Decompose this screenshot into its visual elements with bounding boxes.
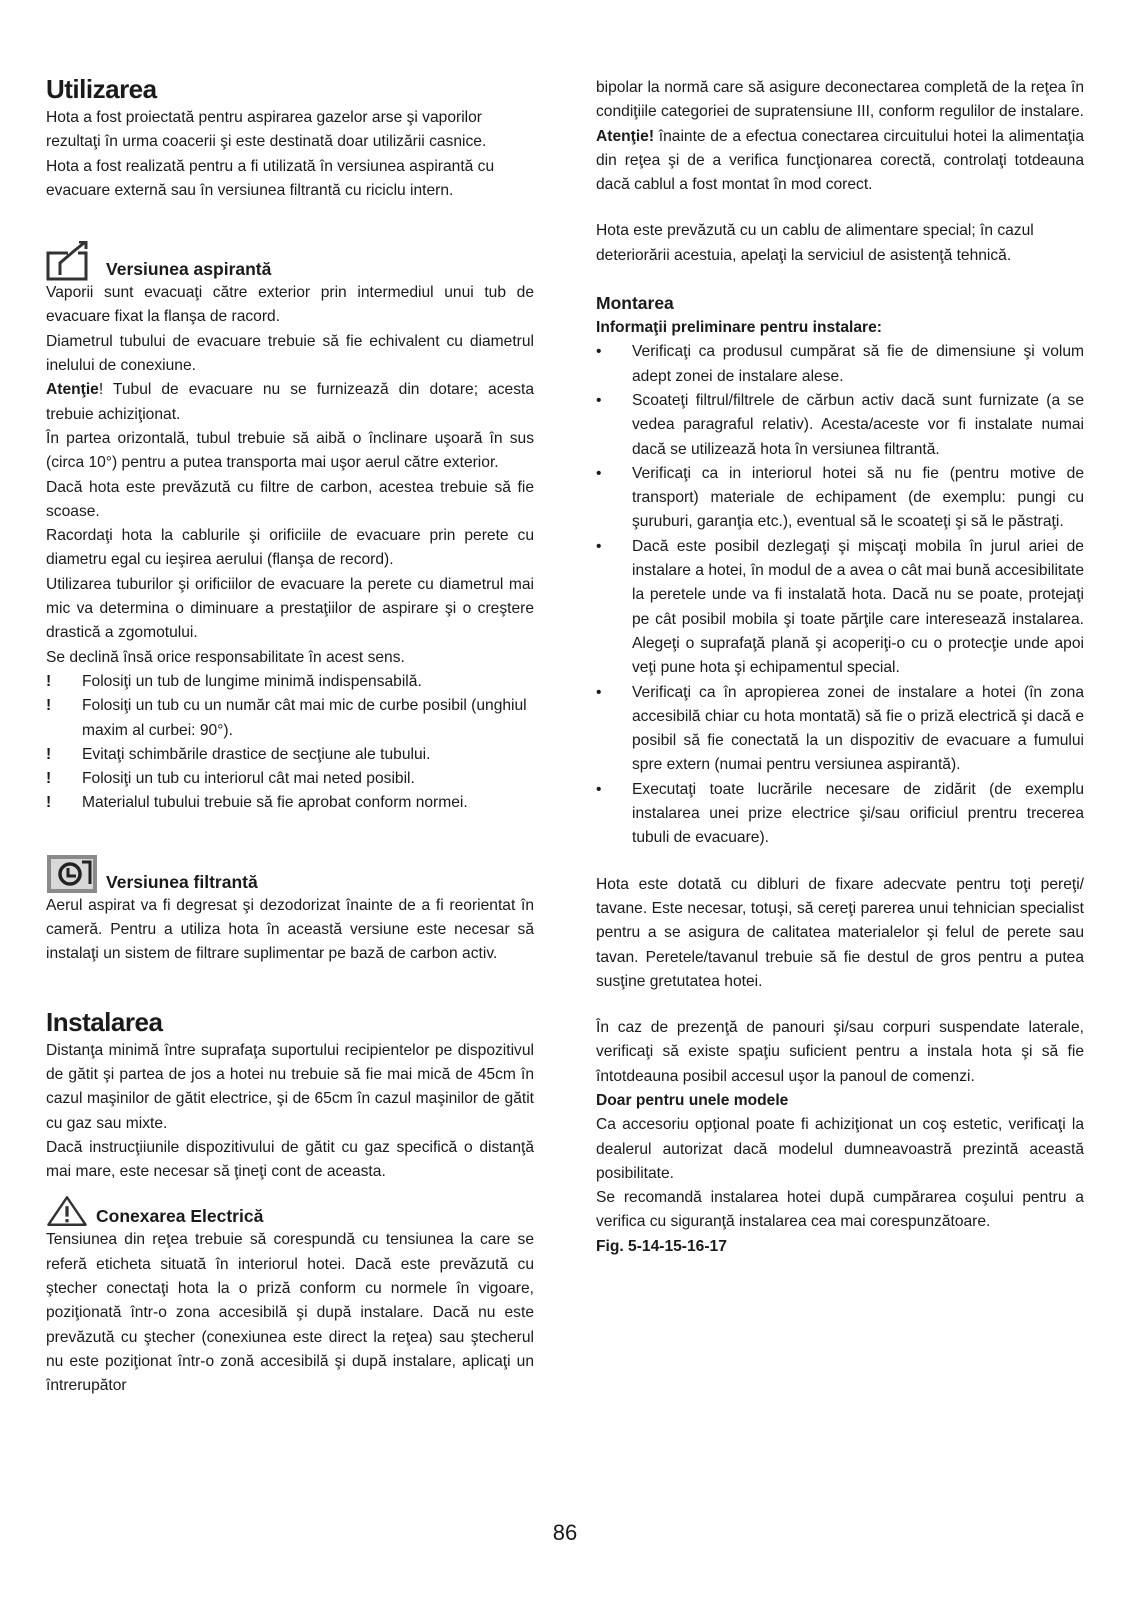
page-number: 86 [552, 1520, 578, 1545]
list-item [46, 670, 534, 694]
emphasis: Atenţie [46, 381, 99, 399]
paragraph: Dacă hota este prevăzută cu filtre de carbon, acestea trebuie să fie scoase. [46, 478, 534, 520]
exclamation-mark: ! [46, 672, 52, 690]
paragraph: Tensiunea din reţea trebuie să corespundă cu tensiunea la care se referă eticheta situată în interiorul hotei. Dacă este prevăzută cu ştecher conectaţi hota la o priză conform cu normele în vigoare, poziţionată într-o zona accesibilă şi după instalare. Dacă nu este prevăzută cu ştecher (conexiunea este direct la reţea) sau ştecherul nu este poziţionat într-o zonă accesibilă şi după instalare, aplicaţi un întrerupător [46, 1231, 534, 1395]
heading-versiunea-aspiranta [46, 241, 534, 281]
paragraph: Hota a fost realizată pentru a fi utilizată în versiunea aspirantă cu evacuare externă sau în versiunea filtrantă cu riciclu intern. [46, 157, 495, 199]
bullet: • [596, 391, 602, 409]
figure-reference: Fig. 5-14-15-16-17 [596, 1237, 727, 1255]
paragraph: Hota a fost proiectată pentru aspirarea gazelor arse şi vaporilor rezultaţi în urma coacerii şi este destinată doar utilizării casnice. [46, 109, 487, 151]
paragraph: Aerul aspirat va fi degresat şi dezodorizat înainte de a fi reorientat în cameră. Pentru a utiliza hota în această versiune este necesar să instalaţi un sistem de filtrare suplimentar pe bază de carbon activ. [46, 896, 534, 963]
list-item-text: Evitaţi schimbările drastice de secţiune ale tubului. [82, 745, 431, 763]
list-item-text: Verificaţi ca în apropierea zonei de instalare a hotei (în zona accesibilă chiar cu hota montată) să fie o priză electrică şi dacă e posibil să fie conectată la un dispozitiv de evacuare a fumului spre extern (numai pentru versiunea aspirantă). [632, 683, 1084, 774]
left-column [46, 72, 534, 1398]
list-item [596, 778, 1084, 851]
paragraph: Hota este prevăzută cu un cablu de alimentare special; în cazul deteriorării acestuia, apelaţi la serviciul de asistenţă tehnică. [596, 222, 1034, 264]
list-item [46, 743, 534, 767]
list-item [596, 389, 1084, 462]
list-item [596, 340, 1084, 389]
list-item-text: Folosiţi un tub cu un număr cât mai mic de curbe posibil (unghiul maxim al curbei: 90°). [82, 697, 527, 739]
paragraph: În caz de prezenţă de panouri şi/sau corpuri suspendate laterale, verificaţi să existe spaţiu suficient pentru a instala hota şi să fie întotdeauna posibil accesul uşor la panoul de comenzi. [596, 1019, 1084, 1085]
list-item-text: Materialul tubului trebuie să fie aprobat conform normei. [82, 794, 468, 812]
list-item-text: Folosiţi un tub de lungime minimă indispensabilă. [82, 672, 422, 690]
exclamation-mark: ! [46, 770, 52, 788]
paragraph: Ca accesoriu opţional poate fi achiziţionat un coş estetic, verificaţi la dealerul autorizat dacă modelul dumneavoastră prezintă această posibilitate. [596, 1116, 1084, 1182]
text: ! Tubul de evacuare nu se furnizează din dotare; acesta trebuie achiziţionat. [46, 381, 534, 423]
list-item [46, 694, 534, 743]
list-item-text: Verificaţi ca in interiorul hotei să nu fie (pentru motive de transport) materiale de echipament (de exemplu: pungi cu şuruburi, garanţia etc.), eventual să le scoateţi şi să le păstraţi. [632, 464, 1084, 531]
emphasis: Atenţie! [596, 127, 655, 145]
text: înainte de a efectua conectarea circuitului hotei la alimentaţia din reţea şi de a verifica funcţionarea corectă, controlaţi totdeauna dacă cablul a fost montat în mod corect. [596, 127, 1084, 194]
bullet: • [596, 343, 602, 361]
heading-versiunea-filtranta [46, 854, 534, 894]
exclamation-mark: ! [46, 794, 52, 812]
list-item [596, 681, 1084, 778]
paragraph: În partea orizontală, tubul trebuie să aibă o înclinare uşoară în sus (circa 10°) pentru a putea transporta mai uşor aerul către exterior. [46, 429, 534, 472]
section-title-instalarea: Instalarea [46, 1006, 163, 1037]
paragraph: bipolar la normă care să asigure deconectarea completă de la reţea în condiţiile categoriei de supratensiune III, conform regulilor de instalare. [596, 79, 1085, 121]
paragraph: Racordaţi hota la cablurile şi orificiile de evacuare prin perete cu diametru egal cu ieşirea aerului (flanşa de record). [46, 527, 534, 569]
paragraph: Distanţa minimă între suprafaţa suportului recipientelor pe dispozitivul de gătit şi partea de jos a hotei nu trebuie să fie mai mică de 45cm în cazul maşinilor de gătit electrice, şi de 65cm în cazul maşinilor de gătit cu gaz sau mixte. [46, 1041, 534, 1132]
bullet: • [596, 464, 602, 482]
right-column [596, 76, 1084, 1259]
section-subtitle: Versiunea filtrantă [106, 871, 258, 892]
warning-triangle-icon [46, 1194, 88, 1228]
heading-conexarea-electrica [46, 1194, 534, 1228]
paragraph: Se recomandă instalarea hotei după cumpărarea coşului pentru a verifica cu siguranţă instalarea cea mai corespunzătoare. [596, 1189, 1084, 1231]
section-subtitle: Versiunea aspirantă [106, 259, 272, 280]
bullet: • [596, 780, 602, 798]
list-item [46, 791, 534, 815]
exclamation-mark: ! [46, 745, 52, 763]
paragraph: Se declină însă orice responsabilitate în acest sens. [46, 648, 405, 666]
paragraph: Hota este dotată cu dibluri de fixare adecvate pentru toţi pereţi/ tavane. Este necesar, totuşi, să cereţi parerea unui tehnician specialist pentru a se asigura de calitatea materialelor şi felul de perete sau tavan. Peretele/tavanul trebuie să fie destul de gros pentru a putea susţine gretutatea hotei. [596, 875, 1084, 990]
paragraph [46, 378, 534, 427]
list-item-text: Executaţi toate lucrările necesare de zidărit (de exemplu instalarea unei prize electrice şi/sau orificiul prentru trecerea tubuli de evacuare). [632, 780, 1084, 847]
exclamation-mark: ! [46, 697, 52, 715]
paragraph: Dacă instrucţiiunile dispozitivului de gătit cu gaz specifică o distanţă mai mare, este necesar să ţineţi cont de aceasta. [46, 1138, 534, 1181]
paragraph [596, 125, 1084, 198]
recirculation-filter-icon [46, 854, 98, 894]
list-item [46, 767, 534, 791]
section-title-utilizarea: Utilizarea [46, 74, 157, 104]
paragraph: Vaporii sunt evacuaţi către exterior prin intermediul unui tub de evacuare fixat la flanşa de racord. [46, 284, 534, 326]
section-title-montarea: Montarea [596, 293, 674, 314]
bullet: • [596, 537, 602, 555]
paragraph: Diametrul tubului de evacuare trebuie să fie echivalent cu diametrul inelului de conexiune. [46, 332, 534, 375]
list-item-text: Folosiţi un tub cu interiorul cât mai neted posibil. [82, 770, 415, 788]
paragraph: Utilizarea tuburilor şi orificiilor de evacuare la perete cu diametrul mai mic va determina o diminuare a prestaţiilor de aspirare şi o creştere drastică a zgomotului. [46, 575, 534, 642]
list-item-text: Verificaţi ca produsul cumpărat să fie de dimensiune şi volum adept zonei de instalare alese. [632, 343, 1084, 385]
subheading: Doar pentru unele modele [596, 1091, 789, 1109]
list-item-text: Dacă este posibil dezlegaţi şi mişcaţi mobila în jurul ariei de instalare a hotei, în modul de a avea o cât mai bună accesibilitate la peretele unde va fi instalată hota. Dacă nu se poate, protejaţi pe cât posibil mobila şi toate părţile care interesează instalarea. Alegeţi o suprafaţă plană şi acoperiţi-o cu o protecţie unde apoi veţi pune hota şi echipamentul special. [632, 537, 1084, 677]
list-item [596, 535, 1084, 681]
exhaust-vent-icon [46, 241, 98, 281]
list-item [596, 462, 1084, 535]
list-item-text: Scoateţi filtrul/filtrele de cărbun activ dacă sunt furnizate (a se vedea paragraful relativ). Acesta/aceste vor fi instalate numai dacă se utilizează hota în versiunea filtrantă. [632, 391, 1084, 458]
bullet: • [596, 683, 602, 701]
section-subtitle: Conexarea Electrică [96, 1206, 264, 1227]
subheading: Informaţii preliminare pentru instalare: [596, 319, 882, 337]
